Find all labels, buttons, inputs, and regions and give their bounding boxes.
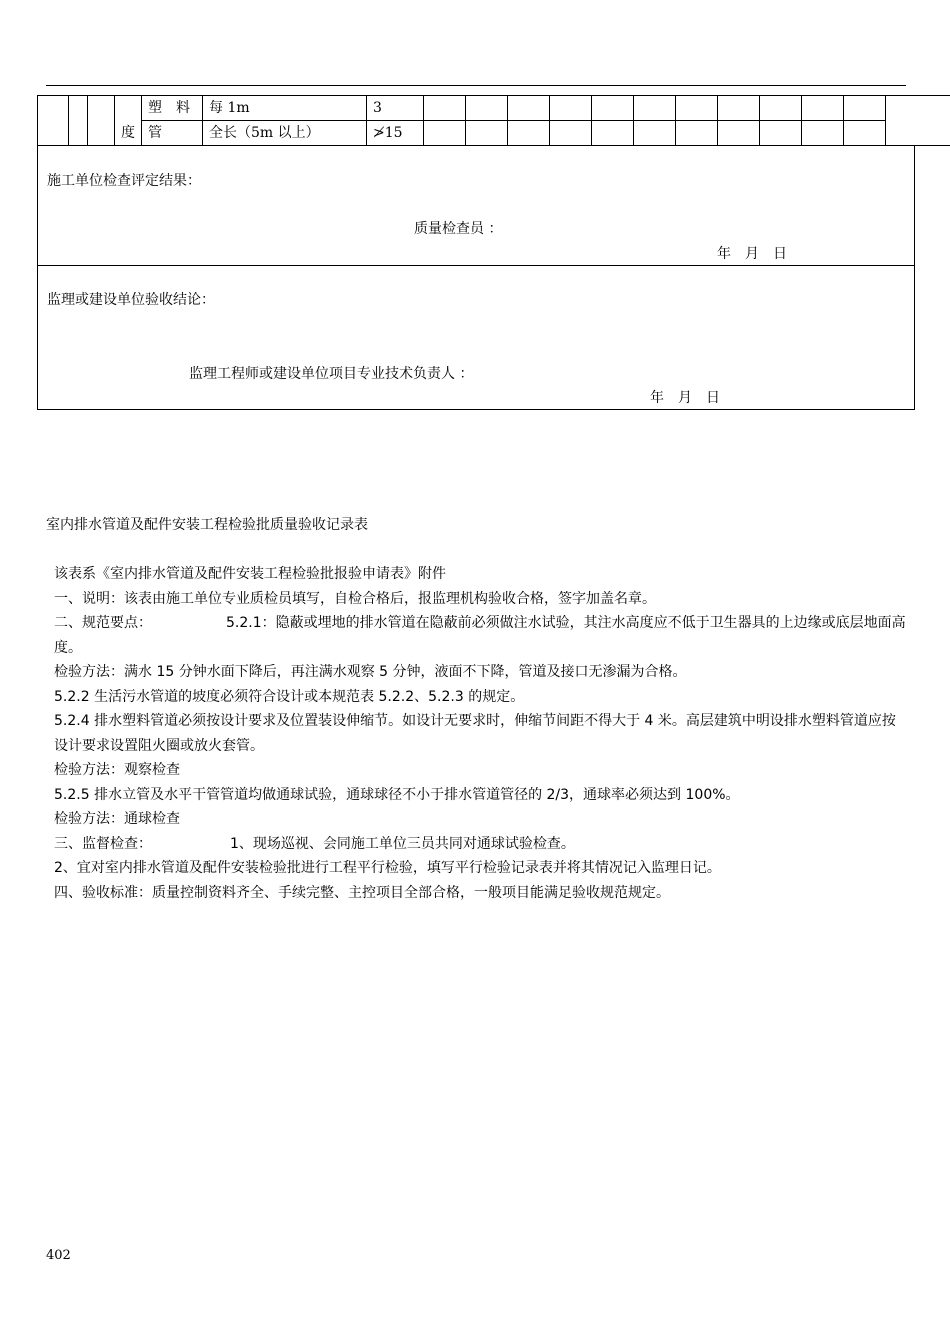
construction-date: 年 月 日 [717,246,787,262]
table-row [38,96,950,121]
document-title: 室内排水管道及配件安装工程检验批质量验收记录表 [46,517,368,533]
note-2-body: 5.2.1：隐蔽或埋地的排水管道在隐蔽前必须做注水试验，其注水高度应不低于卫生器具的上边缘或底层地面高度。 [54,615,906,656]
note-2 [46,611,908,660]
note-3-heading: 三、监督检查： [54,835,152,852]
item-cell: 全长（5m 以上） [203,121,367,146]
construction-label: 施工单位检查评定结果： [47,173,201,189]
inspection-table [37,95,950,146]
method-3: 检验方法：通球检查 [54,811,180,827]
blank-cell [88,96,115,146]
du-label: 度 [121,125,135,141]
note-3-item-2: 2、宜对室内排水管道及配件安装检验批进行工程平行检验，填写平行检验记录表并将其情况记入监理日记。 [54,860,721,876]
header-rule [46,85,906,86]
method-2: 检验方法：观察检查 [54,762,180,778]
attachment-note: 该表系《室内排水管道及配件安装工程检验批报验申请表》附件 [54,566,446,582]
method-1: 检验方法：满水 15 分钟水面下降后，再注满水观察 5 分钟，液面不下降，管道及接口无渗漏为合格。 [54,664,687,680]
allowed-value-cell: 3 [367,96,424,121]
page-number: 402 [46,1248,71,1263]
spec-5-2-2: 5.2.2 生活污水管道的坡度必须符合设计或本规范表 5.2.2、5.2.3 的规定。 [54,688,525,705]
supervision-conclusion-box [37,265,915,410]
supervisor-signature-label: 监理工程师或建设单位项目专业技术负责人 ： [189,366,474,382]
notes-section [46,562,908,905]
blank-cell [69,96,88,146]
supervision-label: 监理或建设单位验收结论： [47,292,215,308]
category-cell [115,96,142,146]
note-3-body: 1、现场巡视、会同施工单位三员共同对通球试验检查。 [230,835,575,852]
material-cell: 管 [142,121,203,146]
note-3 [46,832,908,857]
material-cell: 塑 料 [142,96,203,121]
spec-5-2-4: 5.2.4 排水塑料管道必须按设计要求及位置装设伸缩节。如设计无要求时，伸缩节间距不得大于 4 米。高层建筑中明设排水塑料管道应按设计要求设置阻火圈或放火套管。 [54,713,896,754]
blank-cell [886,96,950,146]
supervision-date: 年 月 日 [650,390,720,406]
item-cell: 每 1m [203,96,367,121]
blank-cell [38,96,69,146]
note-2-heading: 二、规范要点： [54,615,152,631]
table-row [38,121,950,146]
spec-5-2-5: 5.2.5 排水立管及水平干管管道均做通球试验，通球球径不小于排水管道管径的 2/3，通球率必须达到 100%。 [54,786,740,803]
note-4: 四、验收标准：质量控制资料齐全、手续完整、主控项目全部合格，一般项目能满足验收规范规定。 [54,884,670,901]
allowed-value-cell: ≯15 [367,121,424,146]
inspector-label: 质量检查员 ： [414,221,503,237]
construction-result-box [37,146,915,266]
note-1: 一、说明：该表由施工单位专业质检员填写，自检合格后，报监理机构验收合格，签字加盖名章。 [54,590,656,607]
